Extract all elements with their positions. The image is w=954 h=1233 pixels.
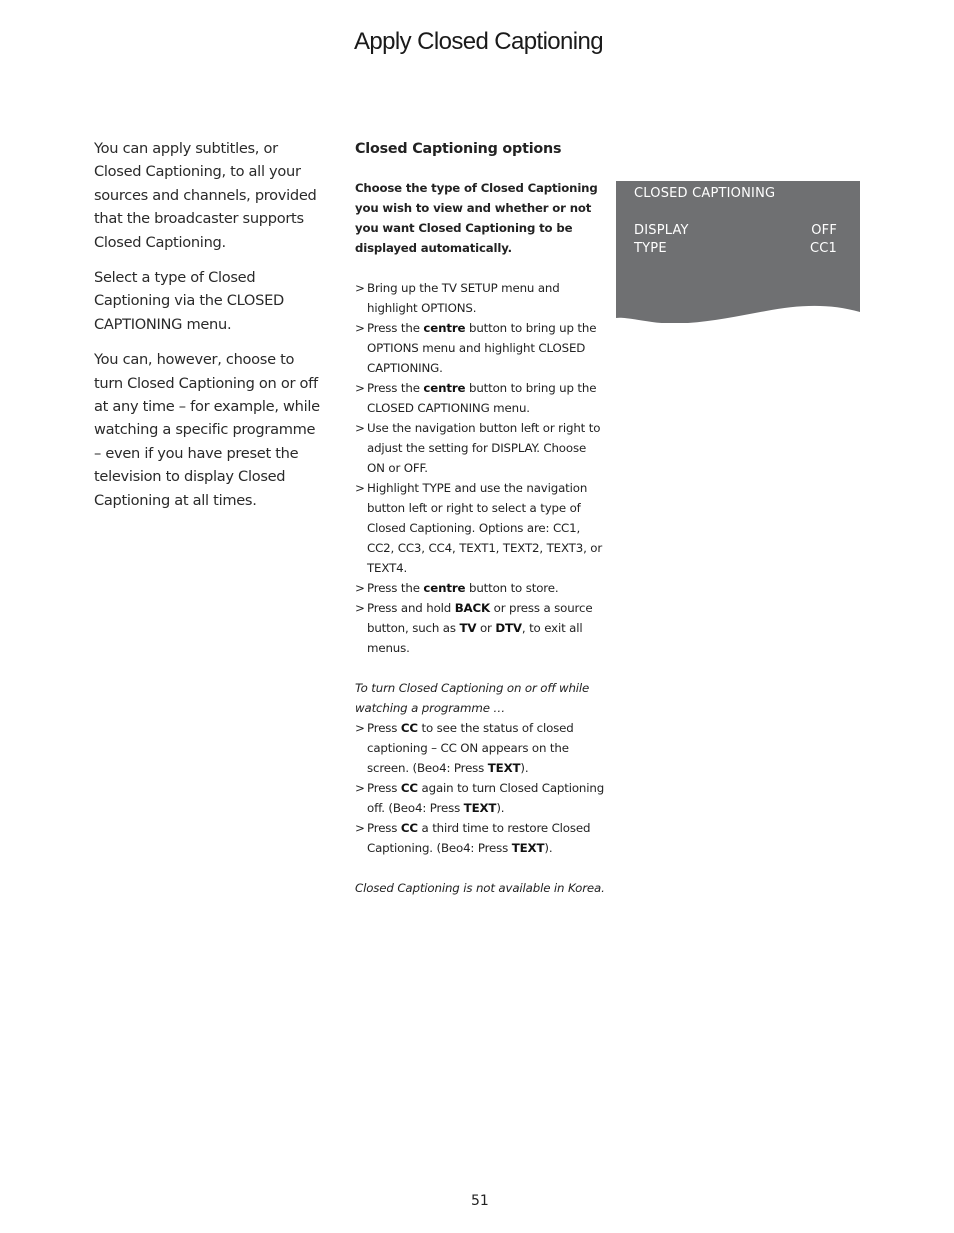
step-text: Press the <box>367 321 424 335</box>
menu-row-type <box>634 241 837 256</box>
step-text: or press a source button, such as <box>367 601 593 635</box>
step-item <box>355 478 607 578</box>
step-text: button to store. <box>465 581 559 595</box>
step-item <box>355 578 607 598</box>
menu-row-display <box>634 223 837 238</box>
key-name: BACK <box>454 601 491 615</box>
menu-row-label: DISPLAY <box>634 223 689 238</box>
step-text: Press <box>367 821 401 835</box>
bullet-marker: > <box>355 821 365 835</box>
key-name: CC <box>400 721 418 735</box>
page-number: 51 <box>471 1193 489 1209</box>
options-column <box>355 138 607 898</box>
step-text: again to turn Closed Captioning off. (Beo4: Press <box>367 781 605 815</box>
intro-paragraph: Select a type of Closed Captioning via the CLOSED CAPTIONING menu. <box>94 269 284 333</box>
step-item <box>355 318 607 378</box>
step-text: ). <box>496 801 505 815</box>
step-text: button to bring up the OPTIONS menu and highlight CLOSED CAPTIONING. <box>367 321 597 375</box>
toggle-heading: To turn Closed Captioning on or off while watching a programme … <box>355 681 590 715</box>
step-text: ). <box>544 841 553 855</box>
key-name: TEXT <box>511 841 545 855</box>
key-name: DTV <box>495 621 522 635</box>
step-text: button to bring up the CLOSED CAPTIONING menu. <box>367 381 597 415</box>
page-title: Apply Closed Captioning <box>354 28 604 55</box>
step-item <box>355 598 607 658</box>
bullet-marker: > <box>355 321 365 335</box>
step-text: Press <box>367 781 401 795</box>
options-lead: Choose the type of Closed Captioning you wish to view and whether or not you want Closed Captioning to be displayed automatically. <box>355 181 598 255</box>
step-text: Press <box>367 721 401 735</box>
step-text: or <box>476 621 496 635</box>
toggle-steps <box>355 718 607 858</box>
step-text: to see the status of closed captioning – CC ON appears on the screen. (Beo4: Press <box>367 721 574 775</box>
key-name: centre <box>423 321 466 335</box>
step-item <box>355 718 607 778</box>
step-text: Press the <box>367 581 424 595</box>
menu-row-label: TYPE <box>634 241 667 256</box>
bullet-marker: > <box>355 721 365 735</box>
step-text: Highlight TYPE and use the navigation button left or right to select a type of Closed Captioning. Options are: CC1, CC2, CC3, CC4, TEXT1, TEXT2, TEXT3, or TEXT4. <box>367 481 603 575</box>
step-text: Use the navigation button left or right to adjust the setting for DISPLAY. Choose ON or OFF. <box>367 421 601 475</box>
menu-title: CLOSED CAPTIONING <box>634 186 776 201</box>
options-steps <box>355 278 607 658</box>
bullet-marker: > <box>355 421 365 435</box>
step-item <box>355 778 607 818</box>
closed-captioning-menu-illustration <box>616 181 860 323</box>
step-item <box>355 818 607 858</box>
intro-paragraph: You can, however, choose to turn Closed Captioning on or off at any time – for example, while watching a specific programme – even if you have preset the television to display Closed Captioning at all times. <box>94 351 320 509</box>
step-item <box>355 418 607 478</box>
key-name: TV <box>459 621 477 635</box>
step-text: Press the <box>367 381 424 395</box>
key-name: centre <box>423 381 466 395</box>
bullet-marker: > <box>355 781 365 795</box>
options-heading: Closed Captioning options <box>355 141 562 157</box>
bullet-marker: > <box>355 381 365 395</box>
step-text: ). <box>520 761 529 775</box>
bullet-marker: > <box>355 481 365 495</box>
intro-paragraph: You can apply subtitles, or Closed Captioning, to all your sources and channels, provided that the broadcaster supports Closed Captioning. <box>94 140 317 251</box>
bullet-marker: > <box>355 581 365 595</box>
key-name: CC <box>400 781 418 795</box>
key-name: TEXT <box>487 761 521 775</box>
bullet-marker: > <box>355 281 365 295</box>
key-name: TEXT <box>463 801 497 815</box>
key-name: CC <box>400 821 418 835</box>
step-text: Press and hold <box>367 601 455 615</box>
intro-column <box>94 137 322 524</box>
key-name: centre <box>423 581 466 595</box>
step-item <box>355 278 607 318</box>
bullet-marker: > <box>355 601 365 615</box>
step-text: , to exit all menus. <box>367 621 583 655</box>
menu-row-value: OFF <box>811 223 837 238</box>
step-text: a third time to restore Closed Captioning. (Beo4: Press <box>367 821 591 855</box>
menu-row-value: CC1 <box>809 241 837 256</box>
availability-note: Closed Captioning is not available in Korea. <box>355 881 605 895</box>
step-text: Bring up the TV SETUP menu and highlight OPTIONS. <box>367 281 560 315</box>
step-item <box>355 378 607 418</box>
